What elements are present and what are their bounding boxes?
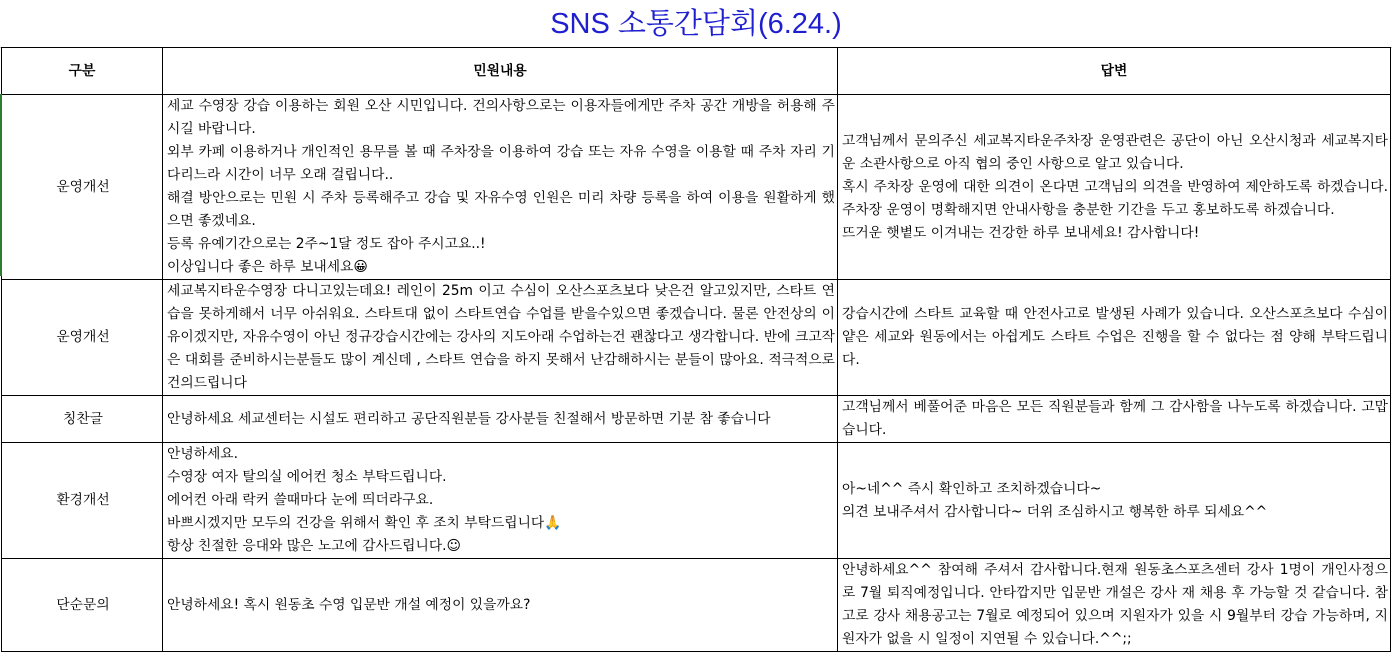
complaint-line: 이상입니다 좋은 하루 보내세요😀 <box>167 259 368 275</box>
table-row <box>2 559 1391 652</box>
complaint-line: 바쁘시겠지만 모두의 건강을 위해서 확인 후 조치 부탁드립니다🙏 <box>167 515 562 531</box>
answer-cell[interactable] <box>838 443 1391 559</box>
complaint-line: 수영장 여자 탈의실 에어컨 청소 부탁드립니다. <box>167 469 447 485</box>
complaint-cell[interactable] <box>163 443 838 559</box>
category-cell[interactable]: 운영개선 <box>2 280 163 396</box>
table-row <box>2 280 1391 396</box>
header-answer[interactable]: 답변 <box>838 48 1391 95</box>
header-complaint[interactable]: 민원내용 <box>163 48 838 95</box>
selection-edge <box>0 94 2 276</box>
page-title: SNS 소통간담회(6.24.) <box>550 8 842 40</box>
complaint-cell[interactable] <box>163 396 838 443</box>
answer-line: 아~네^^ 즉시 확인하고 조치하겠습니다~ <box>842 480 1102 497</box>
complaint-line: 안녕하세요. <box>167 446 239 462</box>
complaint-line: 안녕하세요 세교센터는 시설도 편리하고 공단직원분들 강사분들 친절해서 방문하면 기분 참 좋습니다 <box>167 410 771 427</box>
answer-line: 안녕하세요^^ 참여해 주셔서 감사합니다.현재 원동초스포츠센터 강사 1명이 개인사정으로 7월 퇴직예정입니다. 안타깝지만 입문반 개설은 강사 재 채용 후 가능할 것 같습니다. 참고로 강사 채용공고는 7월로 예정되어 있으며 지원자가 있을 시 9월부터 강습 가능하며, 지원자가 없을 시 일정이 지연될 수 있습니다.^^;; <box>842 562 1388 647</box>
answer-cell[interactable] <box>838 396 1391 443</box>
answer-cell[interactable] <box>838 559 1391 652</box>
complaint-cell[interactable] <box>163 95 838 280</box>
title-row <box>0 0 1392 48</box>
complaint-cell[interactable] <box>163 280 838 396</box>
category-cell[interactable]: 환경개선 <box>2 443 163 559</box>
table-row <box>2 396 1391 443</box>
answer-cell[interactable] <box>838 280 1391 396</box>
complaint-line: 항상 친절한 응대와 많은 노고에 감사드립니다.☺ <box>167 538 461 554</box>
complaint-line: 등록 유예기간으로는 2주~1달 정도 잡아 주시고요..! <box>167 236 486 252</box>
header-category[interactable]: 구분 <box>2 48 163 95</box>
complaint-line: 세교 수영장 강습 이용하는 회원 오산 시민입니다. 건의사항으로는 이용자들에게만 주차 공간 개방을 허용해 주시길 바랍니다. <box>167 98 835 137</box>
answer-line: 강습시간에 스타트 교육할 때 안전사고로 발생된 사례가 있습니다. 오산스포츠보다 수심이 얕은 세교와 원동에서는 아쉽게도 스타트 수업은 진행을 할 수 없다는 점 양해 부탁드립니다. <box>842 306 1388 368</box>
table-row <box>2 95 1391 280</box>
answer-line: 뜨거운 햇볕도 이겨내는 건강한 하루 보내세요! 감사합니다! <box>842 224 1200 241</box>
consultation-table <box>1 47 1391 652</box>
complaint-line: 세교복지타운수영장 다니고있는데요! 레인이 25m 이고 수심이 오산스포츠보다 낮은건 알고있지만, 스타트 연습을 못하게해서 너무 아쉬워요. 스타트대 없이 스타트연습 수업를 받을수있으면 좋겠습니다. 물론 안전상의 이유이겠지만, 자유수영이 아닌 정규강습시간에는 강사의 지도아래 수업하는건 괜찮다고 생각합니다. 반에 크고작은 대회를 준비하시는분들도 많이 계신데 , 스타트 연습을 하지 못해서 난감해하시는 분들이 많아요. 적극적으로 건의드립니다 <box>167 283 835 391</box>
complaint-line: 에어컨 아래 락커 쓸때마다 눈에 띄더라구요. <box>167 492 434 508</box>
complaint-line: 안녕하세요! 혹시 원동초 수영 입문반 개설 예정이 있을까요? <box>167 596 531 613</box>
complaint-line: 해결 방안으로는 민원 시 주차 등록해주고 강습 및 자유수영 인원은 미리 차량 등록을 하여 이용을 원활하게 했으면 좋겠네요. <box>167 190 835 229</box>
answer-line: 혹시 주차장 운영에 대한 의견이 온다면 고객님의 의견을 반영하여 제안하도록 하겠습니다. 주차장 운영이 명확해지면 안내사항을 충분한 기간을 두고 홍보하도록 하겠습니다. <box>842 178 1388 218</box>
complaint-line: 외부 카페 이용하거나 개인적인 용무를 볼 때 주차장을 이용하여 강습 또는 자유 수영을 이용할 때 주차 자리 기다리느라 시간이 너무 오래 걸립니다.. <box>167 144 835 183</box>
answer-line: 의견 보내주셔서 감사합니다~ 더위 조심하시고 행복한 하루 되세요^^ <box>842 503 1268 520</box>
answer-line: 고객님께서 문의주신 세교복지타운주차장 운영관련은 공단이 아닌 오산시청과 세교복지타운 소관사항으로 아직 협의 중인 사항으로 알고 있습니다. <box>842 132 1388 172</box>
category-cell[interactable]: 칭찬글 <box>2 396 163 443</box>
table-row <box>2 443 1391 559</box>
answer-line: 고객님께서 베풀어준 마음은 모든 직원분들과 함께 그 감사함을 나누도록 하겠습니다. 고맙습니다. <box>842 399 1388 438</box>
header-row <box>2 48 1391 95</box>
category-cell[interactable]: 운영개선 <box>2 95 163 280</box>
complaint-cell[interactable] <box>163 559 838 652</box>
category-cell[interactable]: 단순문의 <box>2 559 163 652</box>
answer-cell[interactable] <box>838 95 1391 280</box>
